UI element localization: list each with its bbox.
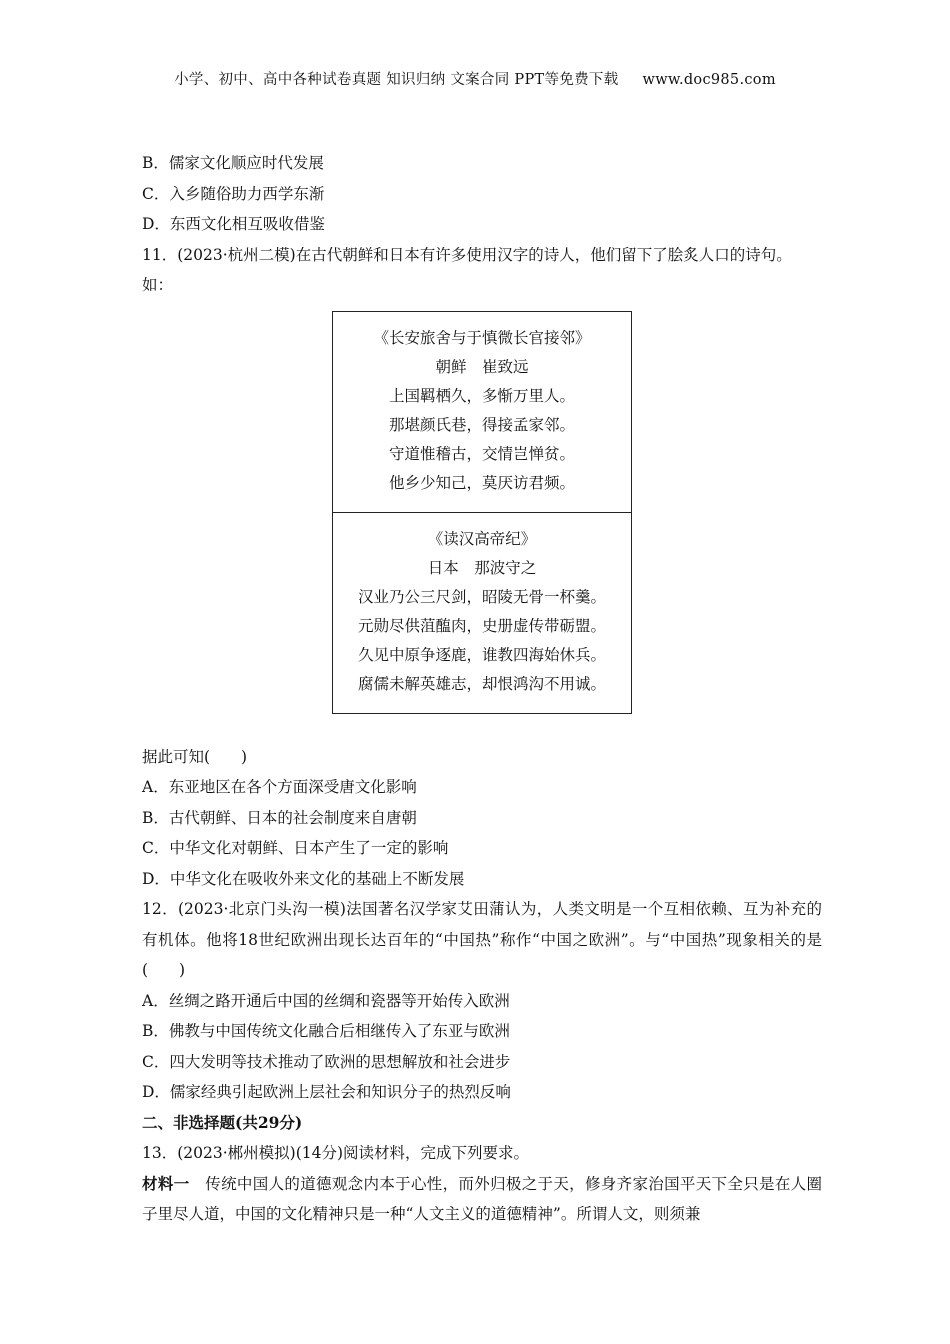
q10-option-d: D．东西文化相互吸收借鉴 [142, 215, 325, 233]
poem-line: 久见中原争逐鹿，谁教四海始休兵。 [357, 645, 606, 664]
section-heading: 二、非选择题(共29分) [142, 1112, 303, 1132]
q11-option-c: C．中华文化对朝鲜、日本产生了一定的影响 [142, 839, 449, 857]
poem-title: 《读汉高帝纪》 [427, 529, 537, 548]
q12-option-a: A．丝绸之路开通后中国的丝绸和瓷器等开始传入欧洲 [142, 991, 510, 1010]
material-label: 材料一 [142, 1173, 190, 1193]
q11-option-a: A．东亚地区在各个方面深受唐文化影响 [142, 778, 417, 796]
poem-2 [333, 512, 631, 713]
poem-title: 《长安旅舍与于慎微长官接邻》 [373, 328, 591, 347]
poem-author: 朝鲜 崔致远 [435, 357, 529, 376]
poem-1 [333, 312, 631, 512]
q12-option-b: B．佛教与中国传统文化融合后相继传入了东亚与欧洲 [142, 1022, 510, 1040]
q11-question: 据此可知( ) [142, 747, 248, 766]
poem-line: 他乡少知己，莫厌访君频。 [388, 473, 575, 492]
poem-line: 元勋尽供菹醢肉，史册虚传带砺盟。 [357, 616, 606, 635]
poem-line: 上国羁栖久，多惭万里人。 [388, 386, 575, 405]
poem-line: 那堪颜氏巷，得接孟家邻。 [388, 415, 575, 434]
poem-author: 日本 那波守之 [427, 558, 537, 577]
q13-stem: 13．(2023·郴州模拟)(14分)阅读材料，完成下列要求。 [142, 1144, 530, 1162]
material-text: 传统中国人的道德观念内本于心性，而外归极之于天，修身齐家治国平天下全只是在人圈子里尽人道，中国的文化精神只是一种“人文主义的道德精神”。所谓人文，则须兼 [142, 1174, 822, 1223]
q10-option-c: C．入乡随俗助力西学东渐 [142, 184, 325, 203]
header-text: 小学、初中、高中各种试卷真题 知识归纳 文案合同 PPT等免费下载 [174, 72, 619, 88]
q12-option-d: D．儒家经典引起欧洲上层社会和知识分子的热烈反响 [142, 1083, 511, 1101]
poem-box [332, 311, 632, 714]
q11-stem-line1: 11．(2023·杭州二模)在古代朝鲜和日本有许多使用汉字的诗人，他们留下了脍炙人口的诗句。 [142, 245, 792, 264]
page-header [0, 68, 950, 89]
q11-option-d: D．中华文化在吸收外来文化的基础上不断发展 [142, 869, 465, 888]
q11-stem-line2: 如： [142, 276, 174, 294]
poem-line: 汉业乃公三尺剑，昭陵无骨一杯羹。 [357, 587, 606, 606]
q10-option-b: B．儒家文化顺应时代发展 [142, 154, 324, 172]
q12-option-c: C．四大发明等技术推动了欧洲的思想解放和社会进步 [142, 1052, 511, 1071]
header-site: www.doc985.com [642, 72, 776, 88]
q11-option-b: B．古代朝鲜、日本的社会制度来自唐朝 [142, 808, 417, 827]
poem-line: 守道惟稽古，交情岂惮贫。 [388, 444, 575, 463]
q12-stem: 12．(2023·北京门头沟一模)法国著名汉学家艾田蒲认为，人类文明是一个互相依赖、互为补充的有机体。他将18世纪欧洲出现长达百年的“中国热”称作“中国之欧洲”。与“中国热”现象相关的是( ) [142, 900, 822, 979]
exam-content [142, 148, 822, 1230]
q13-material-1 [142, 1169, 822, 1230]
poem-line: 腐儒未解英雄志，却恨鸿沟不用诚。 [357, 674, 606, 693]
